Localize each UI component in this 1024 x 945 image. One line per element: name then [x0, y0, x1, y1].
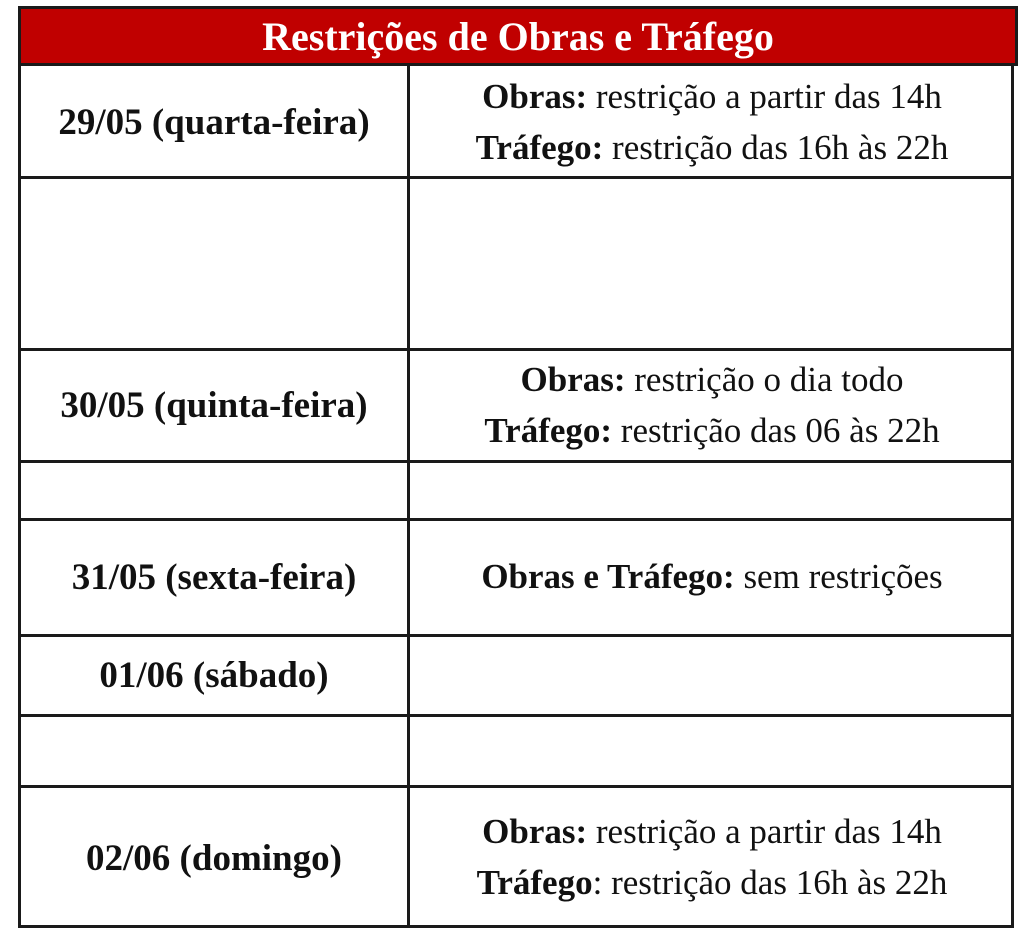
restriction-label: Obras	[482, 76, 576, 116]
day-cell	[21, 788, 407, 928]
restriction-colon: :	[575, 812, 588, 852]
restriction-label: Tráfego	[476, 863, 593, 902]
day-label: 30/05 (quinta-feira)	[60, 385, 368, 426]
restriction-label: Tráfego	[475, 127, 592, 167]
restriction-line	[484, 406, 939, 457]
restriction-label: Obras	[520, 359, 614, 399]
table-header	[18, 6, 1018, 66]
day-label: 01/06 (sábado)	[99, 655, 329, 696]
restriction-line	[482, 72, 942, 123]
row-divider	[21, 460, 1011, 463]
row-divider	[21, 714, 1011, 717]
schedule-table	[18, 66, 1014, 928]
restriction-label: Obras e Tráfego	[481, 557, 724, 597]
day-cell	[21, 521, 407, 634]
day-label: 02/06 (domingo)	[86, 837, 342, 879]
table-title: Restrições de Obras e Tráfego	[262, 13, 774, 59]
restriction-cell	[410, 788, 1014, 928]
day-label: 31/05 (sexta-feira)	[71, 557, 357, 598]
restriction-label: Obras	[482, 812, 576, 852]
restriction-cell	[410, 351, 1014, 460]
restriction-text: : restrição das 16h às 22h	[592, 863, 948, 902]
day-cell	[21, 351, 407, 460]
restriction-line	[521, 355, 904, 406]
restriction-line	[476, 123, 949, 174]
day-cell	[21, 69, 407, 176]
restriction-label: Tráfego	[484, 410, 601, 450]
restriction-line	[481, 552, 942, 603]
restriction-text: restrição das 06 às 22h	[612, 410, 940, 450]
restriction-cell	[410, 69, 1014, 176]
restriction-cell	[410, 637, 1014, 714]
restriction-colon: :	[723, 557, 735, 597]
restriction-text: restrição das 16h às 22h	[603, 127, 949, 167]
restriction-text: restrição a partir das 14h	[587, 812, 942, 852]
restriction-line	[477, 858, 948, 909]
row-divider	[21, 176, 1011, 179]
day-label: 29/05 (quarta-feira)	[58, 102, 370, 143]
restriction-text: sem restrições	[734, 557, 943, 597]
restriction-cell	[410, 521, 1014, 634]
restriction-colon: :	[575, 76, 588, 116]
restriction-text: restrição o dia todo	[625, 359, 904, 399]
restriction-colon: :	[613, 359, 626, 399]
day-cell	[21, 637, 407, 714]
restriction-colon: :	[591, 127, 604, 167]
restriction-colon: :	[600, 410, 613, 450]
restriction-line	[482, 807, 942, 858]
restriction-text: restrição a partir das 14h	[587, 76, 942, 116]
